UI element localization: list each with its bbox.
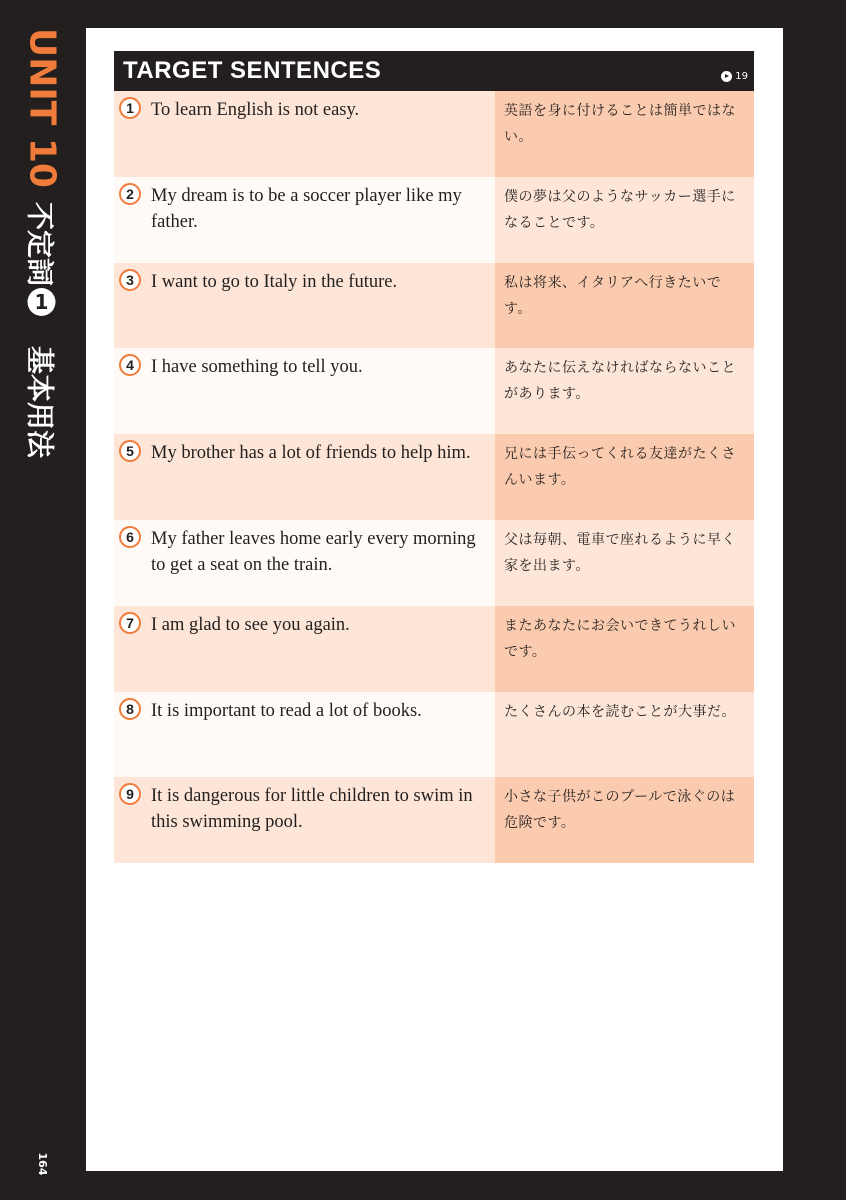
japanese-cell — [495, 777, 754, 863]
sentence-number-badge: 9 — [119, 783, 141, 805]
english-cell — [114, 263, 495, 349]
english-sentence: My father leaves home early every morning to get a seat on the train. — [151, 528, 476, 575]
english-sentence: I have something to tell you. — [151, 357, 363, 378]
sentence-row — [114, 692, 754, 778]
english-sentence: To learn English is not easy. — [151, 100, 360, 120]
japanese-translation: 英語を身に付けることは簡単ではない。 — [504, 103, 736, 145]
page-sheet — [86, 28, 783, 1171]
section-title: TARGET SENTENCES — [123, 57, 382, 84]
english-cell — [114, 777, 495, 863]
english-cell — [114, 91, 495, 177]
section-header — [114, 51, 754, 91]
sentence-table — [114, 91, 754, 863]
english-cell — [114, 520, 495, 606]
unit-label: UNIT 10 — [21, 28, 63, 188]
sentence-row — [114, 520, 754, 606]
japanese-cell — [495, 91, 754, 177]
japanese-cell — [495, 692, 754, 778]
japanese-translation: 私は将来、イタリアへ行きたいです。 — [504, 274, 722, 317]
english-sentence: I want to go to Italy in the future. — [151, 271, 398, 292]
sentence-number-badge: 1 — [119, 97, 141, 119]
japanese-translation: 父は毎朝、電車で座れるように早く家を出ます。 — [504, 531, 736, 574]
english-cell — [114, 606, 495, 692]
japanese-translation: 僕の夢は父のようなサッカー選手になることです。 — [504, 188, 736, 231]
sentence-row — [114, 91, 754, 177]
japanese-cell — [495, 520, 754, 606]
japanese-cell — [495, 606, 754, 692]
japanese-translation: 小さな子供がこのプールで泳ぐのは危険です。 — [504, 789, 736, 832]
english-sentence: My brother has a lot of friends to help him. — [151, 443, 471, 464]
english-cell — [114, 692, 495, 778]
english-sentence: I am glad to see you again. — [151, 614, 350, 635]
sidebar-vertical-title — [22, 28, 63, 458]
english-cell — [114, 434, 495, 520]
page-number: 164 — [36, 1152, 50, 1176]
japanese-translation: 兄には手伝ってくれる友達がたくさんいます。 — [504, 446, 736, 489]
sentence-number-badge: 7 — [119, 612, 141, 634]
sentence-row — [114, 777, 754, 863]
japanese-translation: またあなたにお会いできてうれしいです。 — [504, 617, 736, 660]
track-number: 19 — [735, 71, 748, 82]
sentence-number-badge: 2 — [119, 183, 141, 205]
japanese-translation: たくさんの本を読むことが大事だ。 — [504, 703, 736, 720]
sentence-number-badge: 4 — [119, 354, 141, 376]
topic-label: 基本用法 — [24, 345, 57, 458]
english-cell — [114, 348, 495, 434]
sentence-row — [114, 263, 754, 349]
english-sentence: My dream is to be a soccer player like my father. — [151, 185, 462, 232]
sidebar — [0, 0, 86, 1200]
sentence-number-badge: 5 — [119, 440, 141, 462]
english-sentence: It is dangerous for little children to swim in this swimming pool. — [151, 786, 473, 833]
sentence-row — [114, 606, 754, 692]
play-icon[interactable] — [721, 71, 732, 82]
japanese-translation: あなたに伝えなければならないことがあります。 — [504, 360, 736, 403]
chapter-label: 不定詞 — [24, 201, 57, 286]
japanese-cell — [495, 434, 754, 520]
sentence-row — [114, 348, 754, 434]
english-cell — [114, 177, 495, 263]
japanese-cell — [495, 177, 754, 263]
sentence-number-badge: 3 — [119, 269, 141, 291]
chapter-number-badge: 1 — [28, 288, 56, 316]
sentence-row — [114, 434, 754, 520]
sentence-number-badge: 6 — [119, 526, 141, 548]
sentence-row — [114, 177, 754, 263]
japanese-cell — [495, 348, 754, 434]
japanese-cell — [495, 263, 754, 349]
audio-track[interactable] — [721, 71, 748, 82]
english-sentence: It is important to read a lot of books. — [151, 700, 422, 721]
sentence-number-badge: 8 — [119, 698, 141, 720]
